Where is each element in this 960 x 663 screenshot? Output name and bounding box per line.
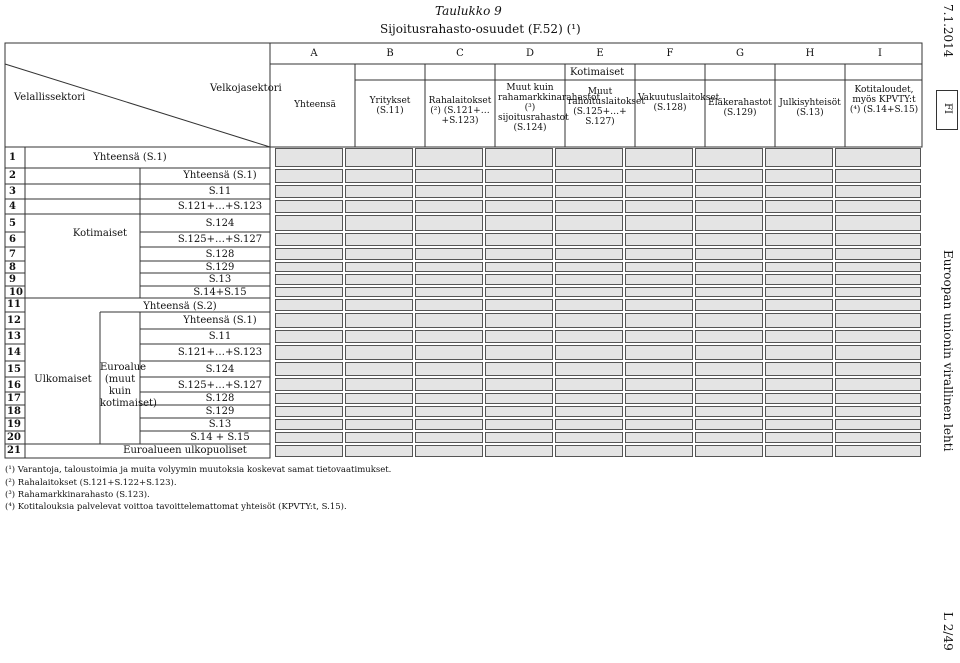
row-label: Yhteensä (S.2) <box>143 301 217 312</box>
table-cell <box>835 215 921 231</box>
row-label: S.124 <box>205 218 235 229</box>
table-cell <box>415 330 483 343</box>
table-cell <box>555 406 623 417</box>
table-cell <box>275 393 343 404</box>
row-number: 3 <box>9 186 16 197</box>
table-cell <box>415 148 483 167</box>
row-label: S.125+…+S.127 <box>177 380 263 391</box>
table-cell <box>765 185 833 198</box>
col-header-insurance: Vakuutuslaitokset (S.128) <box>638 93 720 113</box>
table-cell <box>625 330 693 343</box>
table-cell <box>415 445 483 457</box>
row-number: 4 <box>9 201 16 212</box>
row-number: 19 <box>7 419 21 430</box>
row-label: S.11 <box>208 186 232 197</box>
row-number: 18 <box>7 406 21 417</box>
table-cell <box>275 233 343 246</box>
table-cell <box>555 169 623 183</box>
row-label: Euroalueen ulkopuoliset <box>123 445 247 456</box>
row-label: S.124 <box>205 364 235 375</box>
table-cell <box>695 262 763 272</box>
col-header-mfis: Rahalaitokset (²) (S.121+…+S.123) <box>428 96 492 126</box>
table-number: Taulukko 9 <box>435 4 502 18</box>
row-label: S.13 <box>208 274 232 285</box>
row-label: S.128 <box>205 249 235 260</box>
col-header-other-fis: Muut rahoituslaitokset (S.125+…+ S.127) <box>568 87 645 127</box>
table-cell <box>555 274 623 285</box>
table-cell <box>275 287 343 297</box>
table-cell <box>555 419 623 430</box>
table-cell <box>415 185 483 198</box>
table-cell <box>345 262 413 272</box>
table-cell <box>485 345 553 360</box>
table-cell <box>345 330 413 343</box>
table-cell <box>695 432 763 443</box>
table-cell <box>625 248 693 260</box>
table-cell <box>555 445 623 457</box>
col-header-non-mmf: Muut kuin rahamarkkinarahastot (³) sijoitusrahastot (S.124) <box>498 83 601 133</box>
table-cell <box>275 148 343 167</box>
row-number: 20 <box>7 432 21 443</box>
table-cell <box>345 274 413 285</box>
table-cell <box>345 148 413 167</box>
table-cell <box>695 148 763 167</box>
table-cell <box>835 378 921 391</box>
table-cell <box>275 169 343 183</box>
table-cell <box>415 233 483 246</box>
table-cell <box>625 262 693 272</box>
table-cell <box>415 406 483 417</box>
domestic-header: Kotimaiset <box>570 67 625 78</box>
table-cell <box>625 419 693 430</box>
table-cell <box>485 215 553 231</box>
row-label: S.11 <box>208 331 232 342</box>
table-cell <box>695 287 763 297</box>
table-cell <box>835 169 921 183</box>
table-cell <box>485 185 553 198</box>
table-cell <box>275 432 343 443</box>
table-cell <box>555 200 623 213</box>
row-label: Yhteensä (S.1) <box>183 315 257 326</box>
table-cell <box>485 432 553 443</box>
row-label: S.13 <box>208 419 232 430</box>
row-label: S.128 <box>205 393 235 404</box>
table-cell <box>275 445 343 457</box>
table-cell <box>625 406 693 417</box>
table-cell <box>765 200 833 213</box>
table-cell <box>695 169 763 183</box>
row-number: 5 <box>9 218 16 229</box>
row-number: 1 <box>9 152 16 163</box>
table-cell <box>555 233 623 246</box>
table-cell <box>485 287 553 297</box>
table-cell <box>695 393 763 404</box>
table-cell <box>345 299 413 311</box>
col-header-corporations: Yritykset (S.11) <box>369 96 411 116</box>
row-number: 17 <box>7 393 21 404</box>
table-cell <box>835 406 921 417</box>
row-number: 2 <box>9 170 16 181</box>
row-label: S.129 <box>205 262 235 273</box>
row-label: S.121+…+S.123 <box>177 347 263 358</box>
table-cell <box>695 406 763 417</box>
table-cell <box>625 148 693 167</box>
footnote-4: (⁴) Kotitalouksia palvelevat voittoa tavoittelemattomat yhteisöt (KPVTY:t, S.15). <box>5 502 347 512</box>
table-cell <box>765 445 833 457</box>
table-cell <box>835 185 921 198</box>
row-number: 14 <box>7 347 21 358</box>
table-cell <box>765 299 833 311</box>
table-cell <box>835 362 921 376</box>
col-header-government: Julkisyhteisöt (S.13) <box>779 98 841 118</box>
table-cell <box>695 378 763 391</box>
row-label: Yhteensä (S.1) <box>183 170 257 181</box>
table-cell <box>485 313 553 328</box>
table-cell <box>345 378 413 391</box>
table-cell <box>625 169 693 183</box>
row-number: 11 <box>7 299 21 310</box>
col-header-pension: Eläkerahastot (S.129) <box>708 98 772 118</box>
row-label: S.14+S.15 <box>193 287 247 298</box>
table-cell <box>555 299 623 311</box>
table-cell <box>765 248 833 260</box>
issue-date: 7.1.2014 <box>941 4 955 58</box>
table-cell <box>415 248 483 260</box>
table-cell <box>555 330 623 343</box>
table-cell <box>345 345 413 360</box>
table-cell <box>555 378 623 391</box>
table-cell <box>695 330 763 343</box>
table-cell <box>625 200 693 213</box>
table-cell <box>765 406 833 417</box>
table-cell <box>765 362 833 376</box>
table-cell <box>275 185 343 198</box>
row-number: 8 <box>9 262 16 273</box>
table-cell <box>695 200 763 213</box>
table-cell <box>555 148 623 167</box>
debtor-sector-label: Velallissektori <box>14 92 86 103</box>
table-subtitle: Sijoitusrahasto-osuudet (F.52) (¹) <box>380 22 581 36</box>
table-cell <box>625 299 693 311</box>
row-label: S.14 + S.15 <box>190 432 250 443</box>
table-cell <box>275 345 343 360</box>
table-cell <box>275 274 343 285</box>
table-cell <box>275 262 343 272</box>
table-cell <box>765 432 833 443</box>
col-letter-d: D <box>525 48 535 59</box>
table-cell <box>835 274 921 285</box>
row-label: S.125+…+S.127 <box>177 234 263 245</box>
table-cell <box>345 419 413 430</box>
col-letter-a: A <box>310 48 318 59</box>
table-cell <box>555 248 623 260</box>
table-cell <box>275 215 343 231</box>
table-cell <box>485 393 553 404</box>
table-cell <box>765 345 833 360</box>
table-cell <box>275 313 343 328</box>
table-cell <box>345 169 413 183</box>
table-cell <box>345 432 413 443</box>
table-cell <box>275 419 343 430</box>
col-letter-c: C <box>456 48 464 59</box>
table-cell <box>415 313 483 328</box>
row-label: S.129 <box>205 406 235 417</box>
table-cell <box>695 185 763 198</box>
table-cell <box>765 330 833 343</box>
table-cell <box>835 148 921 167</box>
table-cell <box>415 362 483 376</box>
table-cell <box>345 248 413 260</box>
table-cell <box>485 406 553 417</box>
table-cell <box>695 215 763 231</box>
table-cell <box>345 233 413 246</box>
table-cell <box>625 185 693 198</box>
table-cell <box>485 233 553 246</box>
table-cell <box>345 200 413 213</box>
table-cell <box>625 393 693 404</box>
col-letter-g: G <box>736 48 744 59</box>
table-cell <box>765 148 833 167</box>
footnote-3: (³) Rahamarkkinarahasto (S.123). <box>5 490 150 500</box>
language-code: FI <box>942 103 953 114</box>
table-cell <box>275 299 343 311</box>
row-number: 12 <box>7 315 21 326</box>
table-cell <box>835 419 921 430</box>
table-cell <box>415 419 483 430</box>
table-cell <box>835 313 921 328</box>
journal-name: Euroopan unionin virallinen lehti <box>941 250 955 452</box>
row-label: Yhteensä (S.1) <box>93 152 167 163</box>
table-cell <box>625 233 693 246</box>
footnote-2: (²) Rahalaitokset (S.121+S.122+S.123). <box>5 478 177 488</box>
table-cell <box>415 169 483 183</box>
table-cell <box>625 432 693 443</box>
row-number: 15 <box>7 364 21 375</box>
table-cell <box>695 274 763 285</box>
table-cell <box>835 330 921 343</box>
row-number: 16 <box>7 380 21 391</box>
table-cell <box>275 406 343 417</box>
table-cell <box>625 287 693 297</box>
table-cell <box>695 233 763 246</box>
table-cell <box>485 330 553 343</box>
table-cell <box>695 419 763 430</box>
row-number: 6 <box>9 234 16 245</box>
table-cell <box>765 287 833 297</box>
table-cell <box>485 248 553 260</box>
table-cell <box>555 393 623 404</box>
table-cell <box>345 185 413 198</box>
table-cell <box>415 378 483 391</box>
table-cell <box>345 313 413 328</box>
table-cell <box>765 313 833 328</box>
col-letter-h: H <box>805 48 815 59</box>
row-label: S.121+…+S.123 <box>177 201 263 212</box>
table-cell <box>835 287 921 297</box>
table-cell <box>485 445 553 457</box>
table-cell <box>415 200 483 213</box>
table-cell <box>835 299 921 311</box>
table-cell <box>765 419 833 430</box>
table-cell <box>835 432 921 443</box>
row-number: 21 <box>7 445 21 456</box>
table-cell <box>555 362 623 376</box>
table-cell <box>695 362 763 376</box>
table-cell <box>415 299 483 311</box>
row-number: 9 <box>9 274 16 285</box>
row-number: 13 <box>7 331 21 342</box>
col-letter-b: B <box>386 48 394 59</box>
table-cell <box>415 393 483 404</box>
table-cell <box>625 378 693 391</box>
table-cell <box>765 274 833 285</box>
table-cell <box>695 445 763 457</box>
table-cell <box>485 274 553 285</box>
table-cell <box>485 299 553 311</box>
col-header-households: Kotitaloudet, myös KPVTY:t (⁴) (S.14+S.15) <box>849 85 919 115</box>
table-cell <box>695 248 763 260</box>
table-cell <box>415 345 483 360</box>
row-number: 10 <box>9 287 23 298</box>
table-cell <box>625 313 693 328</box>
footnote-1: (¹) Varantoja, taloustoimia ja muita volyymin muutoksia koskevat samat tietovaatimukset. <box>5 465 392 475</box>
table-cell <box>765 378 833 391</box>
table-cell <box>275 200 343 213</box>
table-cell <box>765 393 833 404</box>
table-cell <box>555 345 623 360</box>
group-euro-area: Euroalue (muut kuin kotimaiset) <box>100 362 157 409</box>
table-cell <box>835 248 921 260</box>
table-cell <box>555 287 623 297</box>
table-cell <box>415 215 483 231</box>
table-cell <box>415 287 483 297</box>
table-cell <box>625 345 693 360</box>
table-cell <box>345 445 413 457</box>
table-cell <box>275 248 343 260</box>
table-cell <box>485 419 553 430</box>
table-cell <box>275 378 343 391</box>
row-number: 7 <box>9 249 16 260</box>
table-cell <box>765 262 833 272</box>
table-cell <box>835 445 921 457</box>
table-cell <box>765 215 833 231</box>
table-cell <box>345 287 413 297</box>
table-cell <box>625 362 693 376</box>
table-cell <box>485 169 553 183</box>
table-cell <box>555 262 623 272</box>
col-letter-f: F <box>666 48 674 59</box>
group-domestic: Kotimaiset <box>72 228 128 239</box>
col-letter-e: E <box>596 48 604 59</box>
table-cell <box>275 330 343 343</box>
table-cell <box>485 362 553 376</box>
table-cell <box>415 432 483 443</box>
table-cell <box>695 345 763 360</box>
table-cell <box>275 362 343 376</box>
table-cell <box>765 169 833 183</box>
table-cell <box>345 393 413 404</box>
table-cell <box>415 274 483 285</box>
table-cell <box>485 262 553 272</box>
table-cell <box>555 215 623 231</box>
table-cell <box>485 200 553 213</box>
table-cell <box>485 378 553 391</box>
table-cell <box>345 215 413 231</box>
table-cell <box>625 215 693 231</box>
table-cell <box>835 345 921 360</box>
group-foreign: Ulkomaiset <box>34 374 92 385</box>
creditor-sector-label: Velkojasektori <box>210 83 282 94</box>
table-cell <box>345 362 413 376</box>
table-cell <box>765 233 833 246</box>
table-cell <box>625 445 693 457</box>
table-cell <box>625 274 693 285</box>
table-cell <box>555 432 623 443</box>
table-cell <box>835 393 921 404</box>
table-cell <box>485 148 553 167</box>
table-cell <box>555 185 623 198</box>
table-cell <box>835 262 921 272</box>
table-cell <box>555 313 623 328</box>
table-cell <box>695 299 763 311</box>
page-number: L 2/49 <box>941 612 955 651</box>
table-cell <box>835 200 921 213</box>
col-letter-i: I <box>878 48 882 59</box>
table-cell <box>695 313 763 328</box>
table-cell <box>345 406 413 417</box>
col-header-total: Yhteensä <box>294 100 336 110</box>
table-cell <box>415 262 483 272</box>
table-cell <box>835 233 921 246</box>
